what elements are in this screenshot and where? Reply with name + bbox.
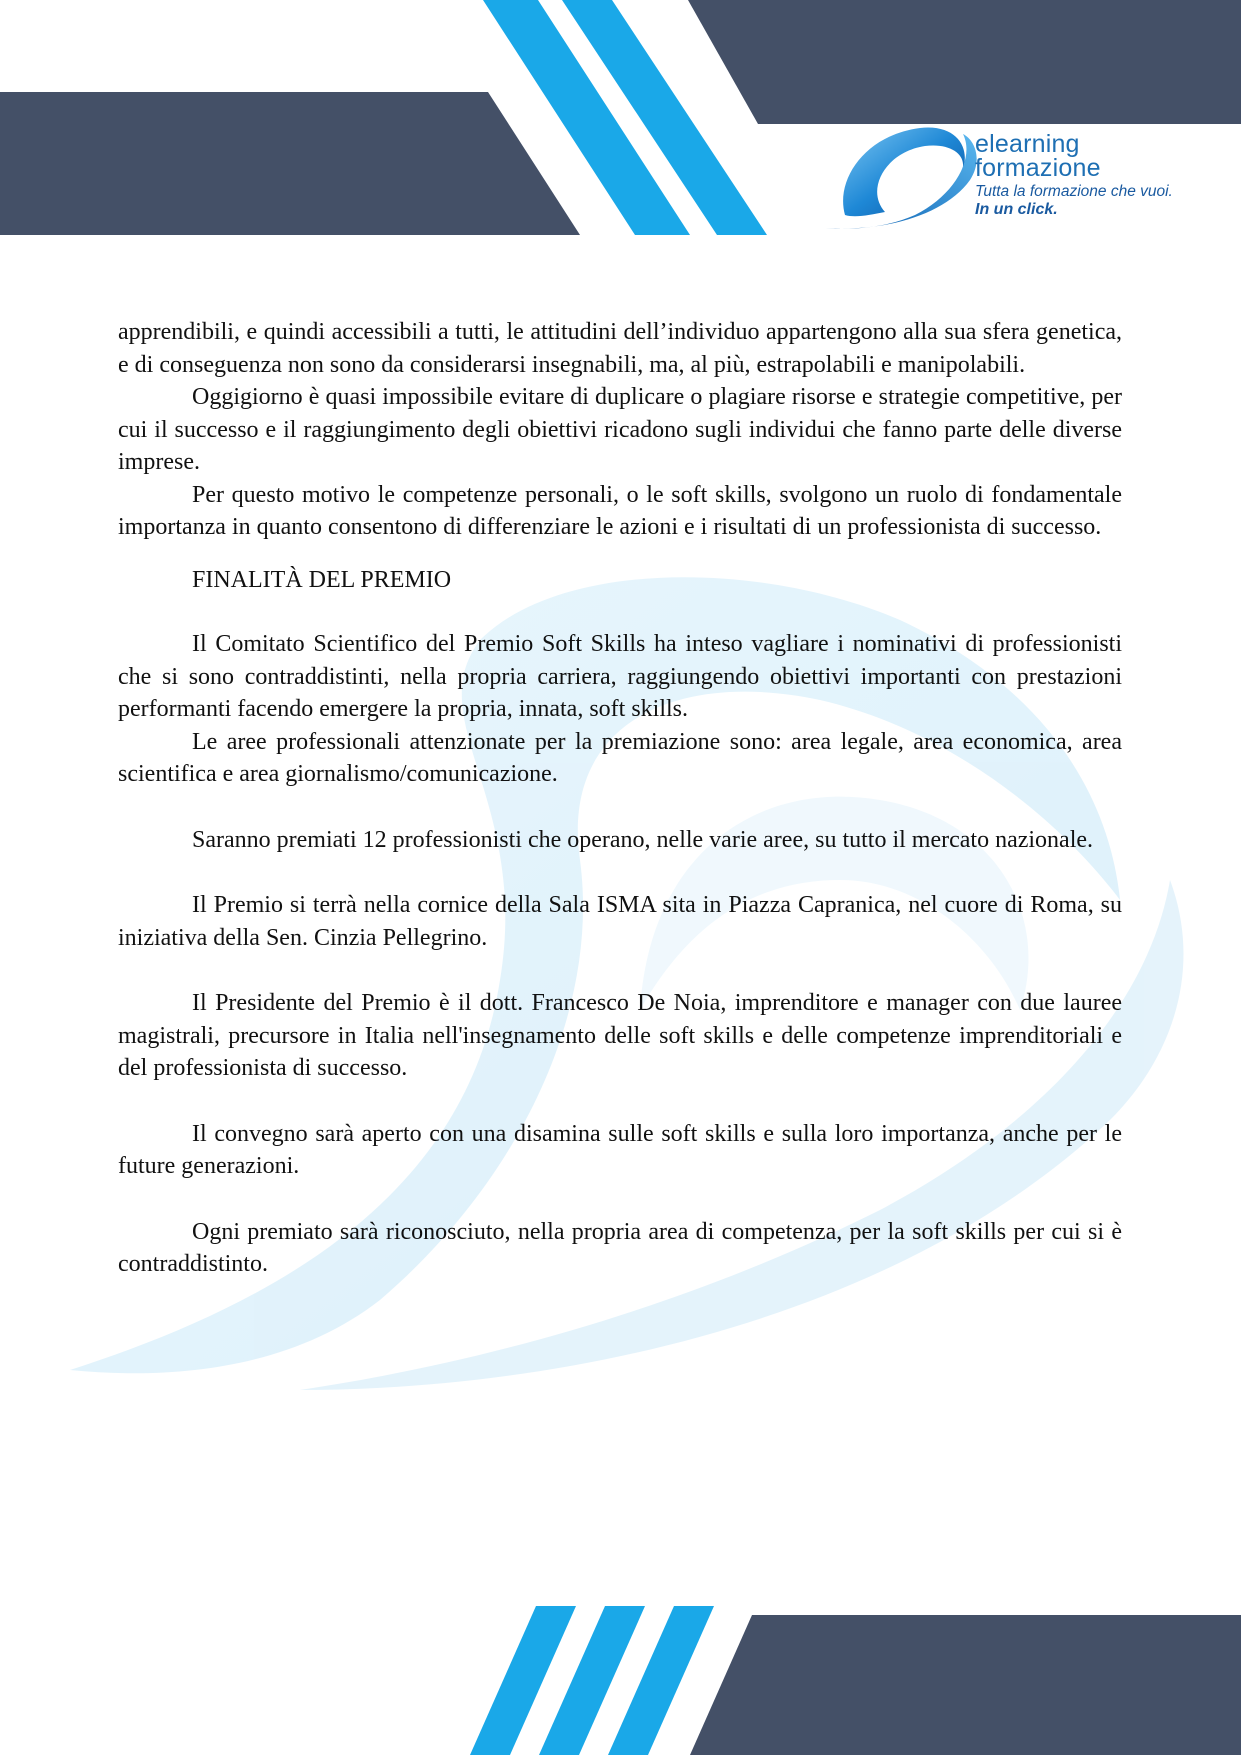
paragraph: Il Comitato Scientifico del Premio Soft Skills ha inteso vagliare i nominativi di professionisti che si sono contraddistinti, nella propria carriera, raggiungendo obiettivi importanti con prestazioni performanti facendo emergere la propria, innata, soft skills. xyxy=(118,631,1122,722)
logo-word-formazione: formazione xyxy=(975,154,1101,182)
logo-word-elearning: elearning xyxy=(975,130,1080,158)
paragraph: Il Presidente del Premio è il dott. Francesco De Noia, imprenditore e manager con due lauree magistrali, precursore in Italia nell'insegnamento delle soft skills e delle competenze imprenditoriali e del professionista di successo. xyxy=(118,990,1122,1081)
paragraph: Oggigiorno è quasi impossibile evitare di duplicare o plagiare risorse e strategie competitive, per cui il successo e il raggiungimento degli obiettivi ricadono sugli individui che fanno parte delle diverse imprese. xyxy=(118,384,1122,475)
footer-navy-band xyxy=(690,1615,1241,1755)
section-heading: FINALITÀ DEL PREMIO xyxy=(192,566,452,593)
paragraph: Saranno premiati 12 professionisti che operano, nelle varie aree, su tutto il mercato nazionale. xyxy=(192,826,1094,853)
paragraph: Il Premio si terrà nella cornice della Sala ISMA sita in Piazza Capranica, nel cuore di Roma, su iniziativa della Sen. Cinzia Pellegrino. xyxy=(118,892,1122,951)
logo-tagline-bold: In un click. xyxy=(975,201,1058,218)
paragraph: Le aree professionali attenzionate per la premiazione sono: area legale, area economica, area scientifica e area giornalismo/comunicazione. xyxy=(118,728,1122,787)
paragraph: Per questo motivo le competenze personali, o le soft skills, svolgono un ruolo di fondamentale importanza in quanto consentono di differenziare le azioni e i risultati di un professionista di successo. xyxy=(118,481,1122,540)
paragraph: apprendibili, e quindi accessibili a tutti, le attitudini dell’individuo appartengono alla sua sfera genetica, e di conseguenza non sono da considerarsi insegnabili, ma, al più, estrapolabili e manipolabili. xyxy=(118,319,1122,378)
paragraph: Il convegno sarà aperto con una disamina sulle soft skills e sulla loro importanza, anche per le future generazioni. xyxy=(118,1120,1122,1179)
logo-tagline: Tutta la formazione che vuoi. xyxy=(975,183,1173,200)
paragraph: Ogni premiato sarà riconosciuto, nella propria area di competenza, per la soft skills per cui si è contraddistinto. xyxy=(118,1218,1122,1277)
